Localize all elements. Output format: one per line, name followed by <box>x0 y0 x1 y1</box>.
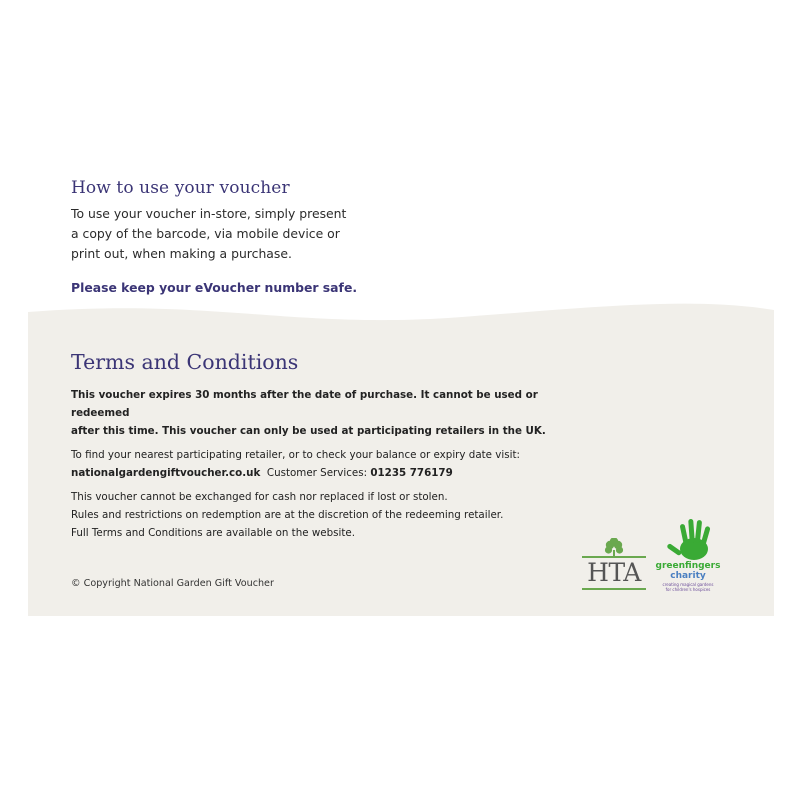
handprint-icon <box>648 516 728 562</box>
terms-section <box>71 350 591 548</box>
terms-find-line: To find your nearest participating retailer, or to check your balance or expiry date visit: <box>71 449 520 461</box>
terms-expiry-line-1: This voucher expires 30 months after the date of purchase. It cannot be used or redeemed <box>71 389 538 419</box>
terms-rules-line-1: This voucher cannot be exchanged for cash nor replaced if lost or stolen. <box>71 491 448 503</box>
customer-services-label: Customer Services: <box>266 467 368 479</box>
terms-rules-line-3: Full Terms and Conditions are available on the website. <box>71 527 356 539</box>
hta-logo-text: HTA <box>587 558 641 587</box>
phone-number: 01235 776179 <box>370 467 453 479</box>
terms-rules-line-2: Rules and restrictions on redemption are at the discretion of the redeeming retailer. <box>71 509 504 521</box>
tagline-line-2: for children's hospices <box>665 587 711 592</box>
charity-word: charity <box>670 571 706 581</box>
how-to-title: How to use your voucher <box>71 178 290 198</box>
how-to-section <box>71 178 401 264</box>
copyright-text: © Copyright National Garden Gift Voucher <box>71 578 274 589</box>
greenfingers-tagline <box>648 582 728 592</box>
greenfingers-word: greenfingers <box>655 561 721 571</box>
website-link[interactable]: nationalgardengiftvoucher.co.uk <box>71 467 261 479</box>
how-to-line-3: print out, when making a purchase. <box>71 246 292 261</box>
terms-rules-text <box>71 488 591 542</box>
how-to-line-1: To use your voucher in-store, simply present <box>71 206 347 221</box>
terms-expiry-text <box>71 386 591 440</box>
greenfingers-logo <box>648 516 728 596</box>
terms-title: Terms and Conditions <box>71 350 299 374</box>
tagline-line-1: creating magical gardens <box>662 582 714 587</box>
terms-expiry-line-2: after this time. This voucher can only be used at participating retailers in the UK. <box>71 425 546 437</box>
how-to-line-2: a copy of the barcode, via mobile device or <box>71 226 340 241</box>
greenfingers-wordmark <box>648 561 728 581</box>
hta-logo <box>582 538 646 592</box>
keep-safe-note: Please keep your eVoucher number safe. <box>71 280 358 295</box>
terms-find-text <box>71 446 591 482</box>
